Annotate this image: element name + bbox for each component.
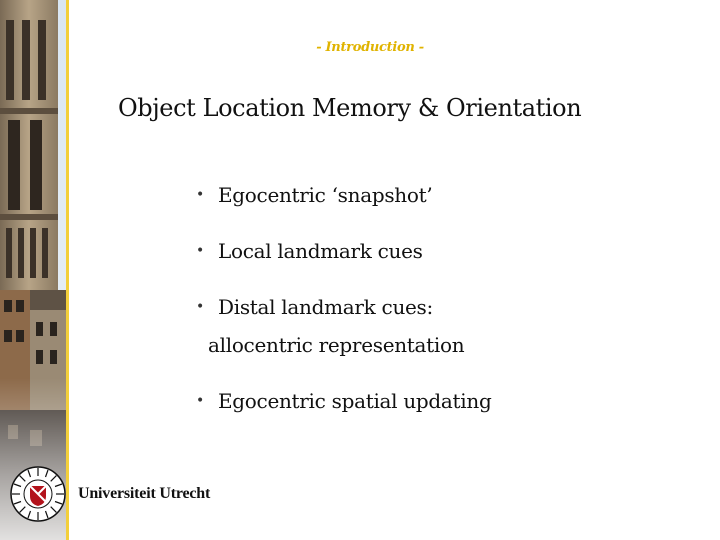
section-label: - Introduction -	[316, 40, 424, 55]
photo-fade-overlay	[0, 0, 66, 540]
bullet-continuation: allocentric representation	[208, 333, 465, 357]
slide-title: Object Location Memory & Orientation	[118, 94, 582, 122]
bullet-item	[196, 236, 616, 266]
bullet-item	[196, 292, 616, 360]
bullet-item	[196, 386, 616, 416]
bullet-text: Local landmark cues	[218, 239, 423, 263]
bullet-text: Egocentric spatial updating	[218, 389, 492, 413]
bullet-item	[196, 180, 616, 210]
cathedral-tower-photo	[0, 0, 66, 540]
bullet-text: Egocentric ‘snapshot’	[218, 183, 433, 207]
bullet-dot-icon: •	[196, 393, 204, 409]
bullet-dot-icon: •	[196, 187, 204, 203]
bullet-text: Distal landmark cues:	[218, 295, 433, 319]
university-seal-icon	[10, 466, 66, 522]
university-name: Universiteit Utrecht	[78, 485, 211, 502]
yellow-vertical-rule	[66, 0, 69, 540]
university-logo	[10, 466, 220, 522]
bullet-dot-icon: •	[196, 243, 204, 259]
bullet-dot-icon: •	[196, 299, 204, 315]
